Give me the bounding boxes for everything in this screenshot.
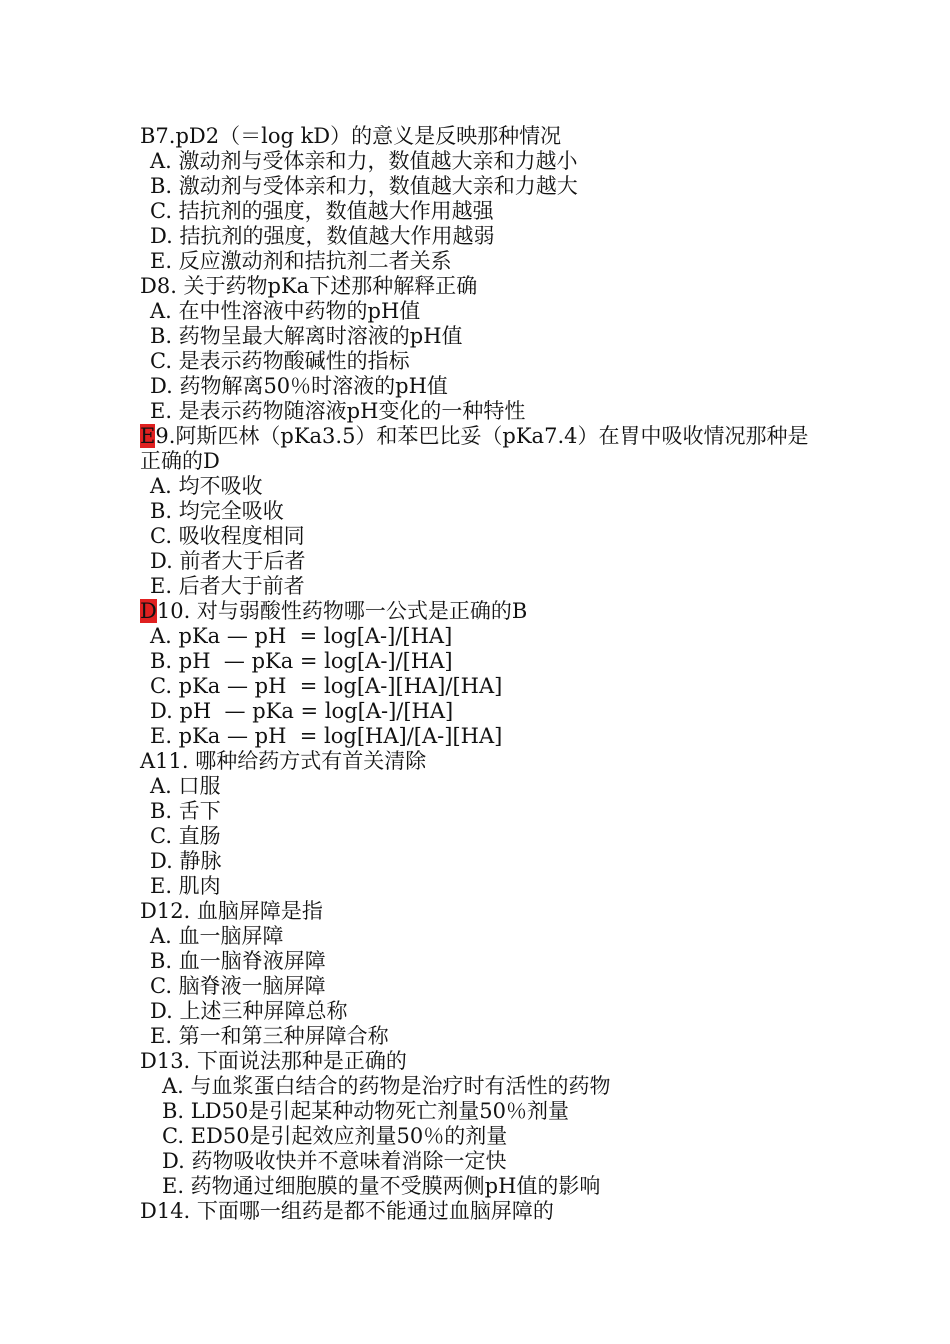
text-line	[150, 974, 326, 999]
line-text: A. 与血浆蛋白结合的药物是治疗时有活性的药物	[162, 1074, 611, 1098]
text-line	[140, 749, 426, 774]
text-line	[150, 499, 284, 524]
line-text: D. 上述三种屏障总称	[150, 999, 348, 1023]
text-line	[150, 799, 221, 824]
text-line	[150, 174, 578, 199]
line-text: B. 舌下	[150, 799, 221, 823]
text-line	[150, 199, 494, 224]
text-line	[150, 374, 448, 399]
line-text: C. 直肠	[150, 824, 221, 848]
text-line	[162, 1149, 506, 1174]
text-line	[140, 599, 527, 624]
line-text: 10. 对与弱酸性药物哪一公式是正确的B	[156, 599, 528, 623]
line-text: D. 拮抗剂的强度，数值越大作用越弱	[150, 224, 495, 248]
text-line	[150, 324, 463, 349]
text-line	[150, 299, 420, 324]
line-text: C. pKa — pH = log[A-][HA]/[HA]	[150, 674, 503, 698]
highlight-mark: E	[140, 424, 156, 448]
text-line	[150, 249, 452, 274]
line-text: B. pH — pKa = log[A-]/[HA]	[150, 649, 453, 673]
line-text: E. pKa — pH = log[HA]/[A-][HA]	[150, 724, 503, 748]
line-text: E. 肌肉	[150, 874, 221, 898]
text-line	[150, 774, 221, 799]
highlight-mark: D	[140, 599, 157, 623]
line-text: B. 均完全吸收	[150, 499, 284, 523]
line-text: C. 拮抗剂的强度，数值越大作用越强	[150, 199, 494, 223]
text-line	[162, 1124, 507, 1149]
line-text: 正确的D	[140, 449, 220, 473]
text-line	[150, 649, 453, 674]
line-text: B. 激动剂与受体亲和力，数值越大亲和力越大	[150, 174, 578, 198]
text-line	[150, 674, 502, 699]
line-text: E. 是表示药物随溶液pH变化的一种特性	[150, 399, 526, 423]
line-text: B7.pD2（＝log kD）的意义是反映那种情况	[140, 124, 562, 148]
text-line	[140, 1049, 407, 1074]
line-text: D. 药物吸收快并不意味着消除一定快	[162, 1149, 507, 1173]
text-line	[150, 224, 494, 249]
text-line	[140, 899, 323, 924]
text-line	[150, 349, 410, 374]
line-text: C. 脑脊液一脑屏障	[150, 974, 326, 998]
line-text: C. 是表示药物酸碱性的指标	[150, 349, 410, 373]
text-line	[150, 874, 221, 899]
line-text: D. 前者大于后者	[150, 549, 306, 573]
line-text: A. 均不吸收	[150, 474, 263, 498]
text-line	[140, 274, 477, 299]
line-text: E. 第一和第三种屏障合称	[150, 1024, 389, 1048]
text-line	[140, 1199, 554, 1224]
line-text: A. pKa — pH = log[A-]/[HA]	[150, 624, 453, 648]
line-text: D. pH — pKa = log[A-]/[HA]	[150, 699, 454, 723]
line-text: D14. 下面哪一组药是都不能通过血脑屏障的	[140, 1199, 554, 1223]
text-line	[150, 724, 502, 749]
line-text: D13. 下面说法那种是正确的	[140, 1049, 407, 1073]
line-text: D12. 血脑屏障是指	[140, 899, 323, 923]
text-line	[150, 624, 452, 649]
line-text: B. 药物呈最大解离时溶液的pH值	[150, 324, 463, 348]
line-text: C. 吸收程度相同	[150, 524, 305, 548]
text-line	[140, 449, 220, 474]
text-line	[140, 124, 561, 149]
line-text: A. 激动剂与受体亲和力，数值越大亲和力越小	[150, 149, 578, 173]
text-line	[150, 474, 263, 499]
text-line	[162, 1074, 611, 1099]
text-line	[150, 849, 221, 874]
text-line	[150, 1024, 389, 1049]
text-line	[150, 524, 305, 549]
text-line	[162, 1099, 569, 1124]
line-text: E. 后者大于前者	[150, 574, 305, 598]
line-text: D. 药物解离50％时溶液的pH值	[150, 374, 448, 398]
line-text: B. LD50是引起某种动物死亡剂量50％剂量	[162, 1099, 570, 1123]
line-text: D8. 关于药物pKa下述那种解释正确	[140, 274, 478, 298]
line-text: E. 反应激动剂和拮抗剂二者关系	[150, 249, 452, 273]
text-line	[150, 999, 347, 1024]
line-text: A. 血一脑屏障	[150, 924, 284, 948]
text-line	[162, 1174, 600, 1199]
text-line	[150, 699, 453, 724]
line-text: A11. 哪种给药方式有首关清除	[140, 749, 427, 773]
text-line	[150, 574, 305, 599]
line-text: C. ED50是引起效应剂量50％的剂量	[162, 1124, 508, 1148]
text-line	[150, 549, 305, 574]
line-text: B. 血一脑脊液屏障	[150, 949, 326, 973]
text-line	[150, 949, 326, 974]
text-line	[150, 824, 221, 849]
text-line	[150, 149, 578, 174]
line-text: A. 口服	[150, 774, 221, 798]
line-text: 9.阿斯匹林（pKa3.5）和苯巴比妥（pKa7.4）在胃中吸收情况那种是	[155, 424, 809, 448]
line-text: D. 静脉	[150, 849, 222, 873]
line-text: A. 在中性溶液中药物的pH值	[150, 299, 421, 323]
line-text: E. 药物通过细胞膜的量不受膜两侧pH值的影响	[162, 1174, 601, 1198]
text-line	[150, 924, 284, 949]
text-line	[150, 399, 525, 424]
text-line	[140, 424, 808, 449]
